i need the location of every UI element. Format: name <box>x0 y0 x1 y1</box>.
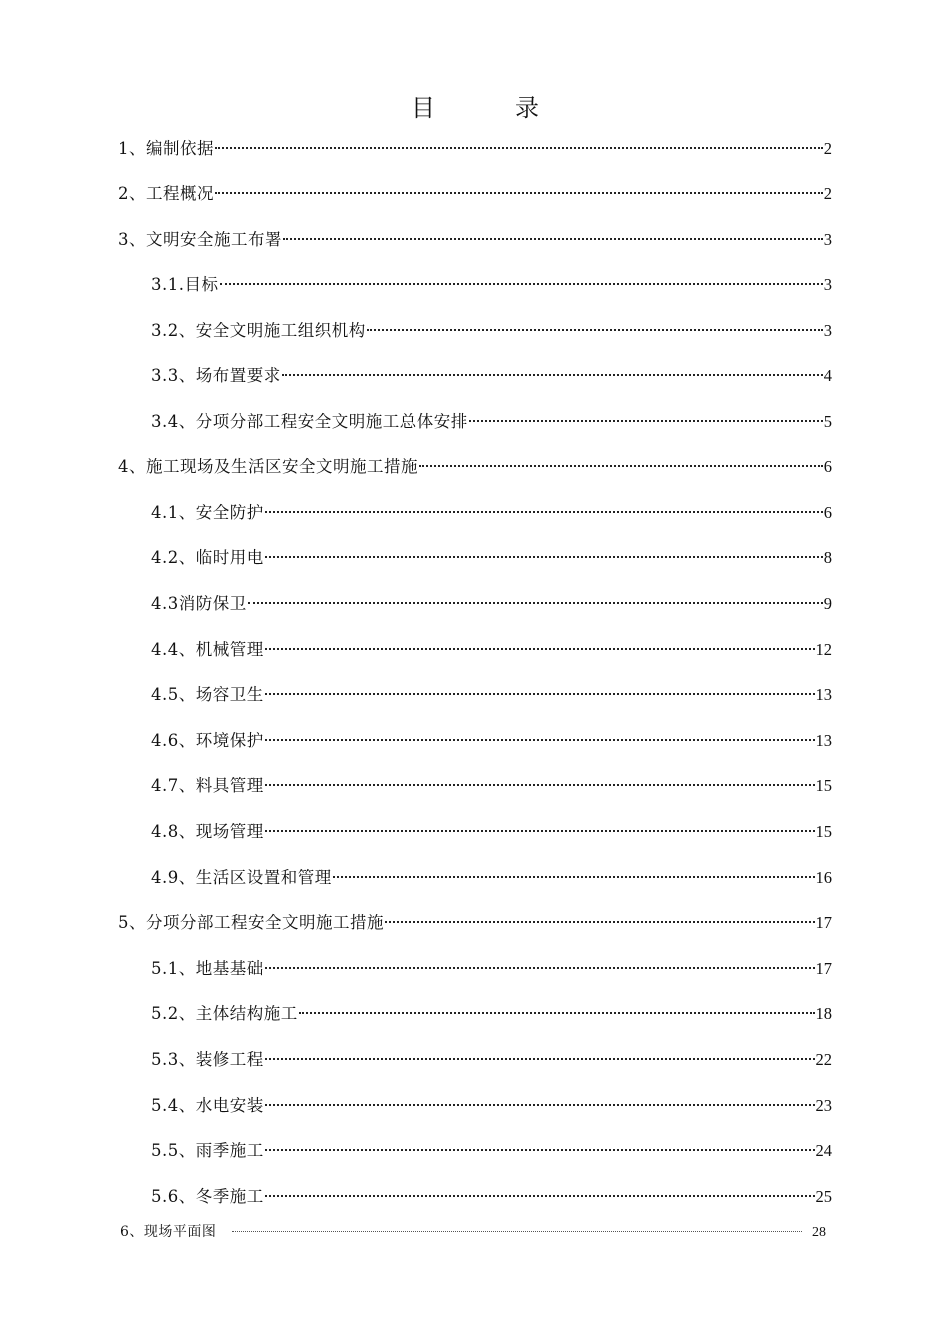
toc-leader-dots <box>265 1104 815 1106</box>
toc-page-number: 17 <box>815 959 832 978</box>
toc-entry[interactable] <box>118 455 832 479</box>
toc-entry-label: 4.1、安全防护 <box>151 503 264 522</box>
toc-page-number: 25 <box>815 1187 832 1206</box>
toc-entry-label: 4.2、临时用电 <box>151 548 264 567</box>
toc-leader-dots <box>265 967 815 969</box>
toc-leader-dots <box>265 511 823 513</box>
toc-page-number: 13 <box>815 685 832 704</box>
toc-page-number: 15 <box>815 776 832 795</box>
toc-leader-dots <box>282 374 823 376</box>
toc-entry-label: 4.3消防保卫 <box>151 594 247 613</box>
toc-leader-dots <box>265 1058 815 1060</box>
toc-entry-label: 6、现场平面图 <box>120 1224 217 1240</box>
toc-page-number: 17 <box>815 913 832 932</box>
title-char-1: 目 <box>411 94 435 122</box>
toc-leader-dots <box>265 556 823 558</box>
toc-entry-label: 4、施工现场及生活区安全文明施工措施 <box>118 457 418 476</box>
toc-leader-dots <box>265 1195 815 1197</box>
toc-page-number: 6 <box>823 503 832 522</box>
toc-entry[interactable] <box>151 729 832 753</box>
toc-entry-label: 5.6、冬季施工 <box>151 1187 264 1206</box>
toc-leader-dots <box>248 602 823 604</box>
toc-entry-label: 5.5、雨季施工 <box>151 1141 264 1160</box>
toc-page-number: 15 <box>815 822 832 841</box>
toc-page-number: 3 <box>823 275 832 294</box>
toc-entry[interactable] <box>151 1139 832 1163</box>
toc-page-number: 4 <box>823 366 832 385</box>
toc-entry[interactable] <box>151 1002 832 1026</box>
toc-leader-dots <box>265 693 815 695</box>
toc-page-number: 3 <box>823 230 832 249</box>
toc-entry-label: 4.8、现场管理 <box>151 822 264 841</box>
toc-leader-dots <box>333 876 815 878</box>
toc-entry[interactable] <box>118 137 832 161</box>
toc-leader-dots <box>469 420 823 422</box>
toc-entry-label: 1、编制依据 <box>118 139 214 158</box>
toc-entry-label: 4.4、机械管理 <box>151 640 264 659</box>
toc-entry-label: 3.3、场布置要求 <box>151 366 281 385</box>
toc-entry[interactable] <box>151 683 832 707</box>
toc-entry-label: 5.1、地基基础 <box>151 959 264 978</box>
toc-entry[interactable] <box>118 182 832 206</box>
toc-leader-dots <box>265 830 815 832</box>
toc-entry-label: 3.4、分项分部工程安全文明施工总体安排 <box>151 412 468 431</box>
toc-page-number: 3 <box>823 321 832 340</box>
toc-leader-dots <box>385 921 815 923</box>
toc-page-number: 28 <box>812 1225 826 1240</box>
toc-page-number: 2 <box>823 139 832 158</box>
toc-page-number: 23 <box>815 1096 832 1115</box>
toc-entry-label: 5.2、主体结构施工 <box>151 1004 298 1023</box>
toc-entry-label: 3.2、安全文明施工组织机构 <box>151 321 366 340</box>
toc-page-number: 2 <box>823 184 832 203</box>
toc-entry[interactable] <box>151 319 832 343</box>
toc-leader-dots <box>265 784 815 786</box>
toc-leader-dots <box>265 648 815 650</box>
toc-page-number: 12 <box>815 640 832 659</box>
toc-entry-label: 2、工程概况 <box>118 184 214 203</box>
toc-entry[interactable] <box>118 911 832 935</box>
toc-entry-label: 5.4、水电安装 <box>151 1096 264 1115</box>
toc-entry[interactable] <box>151 1185 832 1209</box>
toc-entry[interactable] <box>151 866 832 890</box>
toc-leader-dots <box>265 1149 815 1151</box>
toc-leader-dots <box>419 465 823 467</box>
toc-entry-label: 4.5、场容卫生 <box>151 685 264 704</box>
toc-page-number: 8 <box>823 548 832 567</box>
toc-entry[interactable] <box>151 592 832 616</box>
page-title <box>0 88 950 123</box>
toc-entry-label: 5、分项分部工程安全文明施工措施 <box>118 913 384 932</box>
toc-entry[interactable] <box>151 501 832 525</box>
toc-entry[interactable] <box>151 1094 832 1118</box>
toc-entry[interactable] <box>151 957 832 981</box>
toc-entry[interactable] <box>151 1048 832 1072</box>
toc-page-number: 18 <box>815 1004 832 1023</box>
toc-leader-dots <box>215 192 823 194</box>
toc-entry-label: 4.7、料具管理 <box>151 776 264 795</box>
toc-entry[interactable] <box>151 774 832 798</box>
toc-page-number: 16 <box>815 868 832 887</box>
toc-entry[interactable] <box>151 820 832 844</box>
toc-entry-label: 4.9、生活区设置和管理 <box>151 868 332 887</box>
toc-leader-dots <box>220 283 823 285</box>
toc-leader-dots <box>299 1012 815 1014</box>
toc-leader-dots <box>367 329 823 331</box>
toc-leader-dots <box>265 739 815 741</box>
toc-page-number: 13 <box>815 731 832 750</box>
toc-entry[interactable] <box>151 410 832 434</box>
toc-page-number: 9 <box>823 594 832 613</box>
toc-page-number: 22 <box>815 1050 832 1069</box>
toc-entry-label: 5.3、装修工程 <box>151 1050 264 1069</box>
title-char-2: 录 <box>515 94 539 122</box>
toc-entry[interactable] <box>151 638 832 662</box>
toc-entry[interactable] <box>120 1220 826 1244</box>
toc-entry[interactable] <box>118 228 832 252</box>
toc-entry[interactable] <box>151 273 832 297</box>
toc-leader-dots <box>283 238 823 240</box>
toc-entry-label: 4.6、环境保护 <box>151 731 264 750</box>
toc-leader-dots <box>232 1231 802 1232</box>
toc-leader-dots <box>215 147 823 149</box>
toc-page-number: 5 <box>823 412 832 431</box>
toc-entry-label: 3.1.目标 <box>151 275 219 294</box>
toc-entry-label: 3、文明安全施工布署 <box>118 230 282 249</box>
toc-entry[interactable] <box>151 546 832 570</box>
toc-page-number: 6 <box>823 457 832 476</box>
toc-entry[interactable] <box>151 364 832 388</box>
toc-page-number: 24 <box>815 1141 832 1160</box>
